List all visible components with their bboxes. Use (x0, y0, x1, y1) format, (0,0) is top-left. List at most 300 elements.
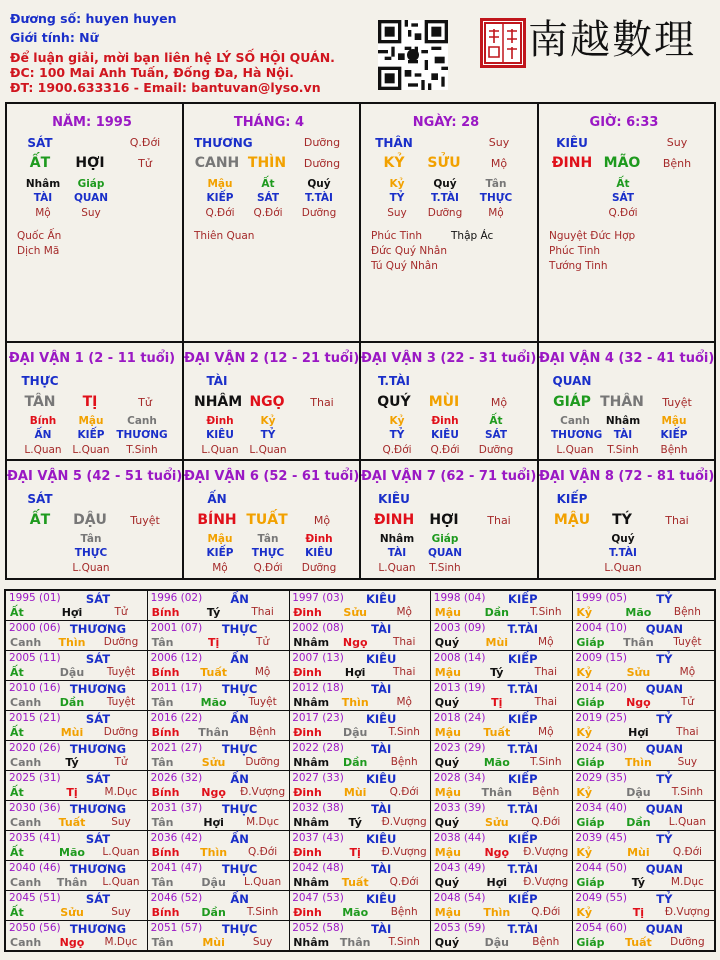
dai-van-stem: QUÝ (377, 394, 411, 410)
year-state: T.Sinh (530, 756, 562, 768)
year-cell (289, 891, 431, 921)
hidden-star: THƯƠNG (116, 429, 168, 441)
year-stem: Canh (10, 636, 42, 649)
year-star: THƯƠNG (69, 862, 127, 876)
year-state: Bệnh (532, 936, 560, 948)
year-state: Q.Đới (531, 816, 561, 828)
pillar-relation: Suy (488, 136, 510, 149)
shensha: Nguyệt Đức Hợp (549, 230, 636, 242)
year-branch: Mùi (343, 786, 367, 799)
year-branch: Mùi (60, 726, 84, 739)
year-cell (289, 771, 431, 801)
year-star: ẤN (230, 892, 249, 906)
year-star: ẤN (230, 592, 249, 606)
year-cell (572, 741, 714, 771)
year-label: 2041 (47) (150, 862, 203, 874)
year-label: 2024 (30) (575, 742, 628, 754)
year-label: 2029 (35) (575, 772, 628, 784)
dai-van-title: ĐẠI VẬN 6 (52 - 61 tuổi) (184, 469, 360, 484)
year-cell (289, 741, 431, 771)
shensha: Quốc Ấn (17, 230, 62, 242)
year-stem: Đinh (293, 666, 322, 679)
year-branch: Mão (59, 846, 85, 859)
dai-van-2 (184, 341, 360, 457)
year-state: Suy (252, 936, 273, 948)
hidden-stem: Mậu (207, 178, 233, 190)
year-label: 2028 (34) (433, 772, 486, 784)
hidden-stem: Tân (485, 178, 507, 190)
hidden-state: T.Sinh (126, 444, 158, 456)
year-label: 2019 (25) (575, 712, 628, 724)
year-state: Thai (676, 726, 699, 738)
year-state: Bệnh (673, 606, 701, 618)
contact-notice: Để luận giải, mời bạn liên hệ LÝ SỐ HỘI QUÁN. (10, 50, 335, 65)
pillar-state: Mộ (490, 157, 508, 170)
dai-van-star: T.TÀI (378, 374, 410, 388)
hidden-state: Q.Đới (205, 207, 235, 219)
year-cell (431, 831, 573, 861)
year-state: Mộ (538, 726, 554, 738)
hidden-star: SÁT (611, 192, 635, 204)
qr-code-icon (378, 20, 448, 90)
year-branch: Thìn (624, 756, 652, 769)
year-star: TÀI (371, 862, 392, 876)
hidden-star: QUAN (427, 547, 463, 559)
year-state: T.Sinh (530, 606, 562, 618)
year-stem: Nhâm (293, 696, 330, 709)
year-branch: Mùi (627, 846, 650, 859)
hidden-state: L.Quan (378, 562, 416, 574)
year-stem: Quý (434, 696, 460, 709)
year-cell (148, 591, 290, 621)
year-state: Đ.Vượng (523, 876, 569, 888)
year-cell (148, 741, 290, 771)
dai-van-star: KIẾP (556, 492, 588, 506)
year-state: Thai (534, 666, 557, 678)
dai-van-stem: ĐINH (373, 512, 415, 528)
hidden-state: Dưỡng (301, 207, 337, 219)
year-state: Tuyệt (106, 666, 136, 678)
year-label: 2044 (50) (575, 862, 628, 874)
pillar-title: GIỜ: 6:33 (589, 115, 659, 130)
year-label: 2053 (59) (433, 922, 486, 934)
pillar-state: Tử (138, 157, 152, 170)
dai-van-title: ĐẠI VẬN 3 (22 - 31 tuổi) (361, 351, 537, 366)
year-label: 2030 (36) (9, 802, 61, 814)
year-star: T.TÀI (507, 862, 539, 876)
year-stem: Tân (151, 936, 174, 949)
year-stem: Ất (10, 666, 24, 679)
year-star: ẤN (230, 772, 249, 786)
dai-van-title: ĐẠI VẬN 4 (32 - 41 tuổi) (539, 351, 715, 366)
year-branch: Ngọ (484, 846, 510, 859)
year-star: TỶ (656, 832, 673, 846)
pillar-title: NĂM: 1995 (52, 115, 132, 130)
year-state: Suy (111, 816, 131, 828)
hidden-stem: Ất (616, 178, 630, 190)
hidden-stem: Nhâm (25, 178, 61, 190)
year-star: TỶ (656, 892, 673, 906)
dai-van-8 (539, 459, 715, 575)
hidden-stem: Ất (489, 415, 503, 427)
pillar-star: THÂN (375, 136, 413, 150)
year-state: M.Dục (246, 816, 280, 828)
year-state: Đ.Vượng (381, 846, 427, 858)
year-label: 2007 (13) (292, 652, 344, 664)
hidden-star: T.TÀI (609, 547, 637, 559)
year-state: M.Dục (670, 876, 704, 888)
year-label: 2032 (38) (292, 802, 344, 814)
year-cell (6, 741, 148, 771)
year-label: 2014 (20) (575, 682, 628, 694)
hidden-star: KIẾP (206, 547, 234, 559)
year-label: 2035 (41) (9, 832, 61, 844)
year-branch: Tuất (624, 936, 652, 949)
dai-van-star: SÁT (27, 492, 53, 506)
year-star: THƯƠNG (69, 922, 127, 936)
dai-van-branch: TUẤT (246, 512, 288, 528)
year-star: KIÊU (365, 772, 397, 786)
year-cell (431, 771, 573, 801)
hidden-state: Suy (387, 207, 407, 219)
year-branch: Tý (348, 816, 362, 829)
year-branch: Dậu (59, 666, 85, 679)
hidden-stem: Bính (29, 415, 57, 427)
logo-title: 南越數理 (528, 17, 696, 63)
dai-van-state: Thai (487, 514, 511, 527)
year-branch: Tý (490, 666, 504, 679)
year-cell (289, 681, 431, 711)
hidden-star: TÀI (613, 429, 633, 441)
year-stem: Kỷ (576, 726, 593, 739)
hidden-state: Mộ (35, 207, 51, 219)
year-label: 2050 (56) (9, 922, 61, 934)
year-branch: Tị (349, 846, 361, 859)
year-branch: Thìn (58, 636, 86, 649)
year-star: THỰC (221, 742, 258, 756)
dai-van-1 (7, 341, 177, 457)
year-stem: Đinh (293, 906, 322, 919)
hidden-state: T.Sinh (429, 562, 461, 574)
hidden-stem: Mậu (78, 415, 104, 427)
year-cell (572, 681, 714, 711)
hidden-state: L.Quan (201, 444, 239, 456)
year-state: T.Sinh (671, 786, 704, 798)
year-state: Đ.Vượng (381, 816, 427, 828)
year-branch: Tý (206, 606, 221, 619)
hidden-star: THƯƠNG (551, 429, 603, 441)
year-star: THƯƠNG (69, 682, 127, 696)
dai-van-5 (7, 459, 183, 575)
gender: Giới tính: Nữ (10, 30, 99, 45)
year-cell (148, 921, 290, 951)
shensha: Dịch Mã (17, 245, 60, 257)
year-state: T.Sinh (388, 936, 420, 948)
year-stem: Quý (434, 756, 460, 769)
year-state: Bệnh (532, 786, 560, 798)
pillar-relation: Q.Đới (129, 136, 161, 149)
year-star: QUAN (645, 622, 684, 636)
pillar-star: KIÊU (556, 136, 588, 150)
year-label: 2017 (23) (292, 712, 344, 724)
year-stem: Mậu (434, 606, 461, 619)
year-label: 2051 (57) (150, 922, 203, 934)
year-cell (431, 921, 573, 951)
year-state: Thai (251, 606, 274, 618)
year-label: 2039 (45) (575, 832, 628, 844)
year-branch: Dậu (201, 876, 226, 889)
dai-van-title: ĐẠI VẬN 5 (42 - 51 tuổi) (7, 469, 183, 484)
year-star: KIÊU (365, 892, 397, 906)
year-star: KIÊU (365, 592, 397, 606)
year-branch: Dần (626, 816, 651, 829)
year-label: 2020 (26) (9, 742, 61, 754)
dai-van-stem: ẤT (29, 512, 51, 528)
year-label: 2054 (60) (575, 922, 628, 934)
hidden-state: Mộ (212, 562, 228, 574)
year-cell (6, 801, 148, 831)
pillar-0 (7, 104, 177, 339)
hidden-star: KIÊU (206, 429, 234, 441)
year-star: T.TÀI (507, 742, 539, 756)
year-stem: Giáp (576, 636, 605, 649)
year-label: 2003 (09) (433, 622, 486, 634)
year-label: 2026 (32) (150, 772, 203, 784)
hidden-state: L.Quan (249, 444, 287, 456)
year-stem: Giáp (576, 756, 605, 769)
year-cell (6, 771, 148, 801)
year-star: THỰC (221, 682, 258, 696)
year-branch: Tị (632, 906, 645, 919)
year-stem: Tân (151, 636, 174, 649)
year-label: 2018 (24) (433, 712, 486, 724)
dai-van-stem: NHÂM (194, 394, 243, 410)
hidden-state: Dưỡng (427, 207, 463, 219)
year-state: Dưỡng (103, 636, 139, 648)
year-label: 2011 (17) (150, 682, 203, 694)
year-branch: Thân (623, 636, 654, 649)
year-star: THƯƠNG (69, 742, 127, 756)
dai-van-branch: TÝ (612, 512, 632, 528)
year-label: 2004 (10) (575, 622, 628, 634)
dai-van-branch: THÂN (600, 394, 644, 410)
year-state: Tử (256, 636, 270, 648)
hidden-star: KIẾP (206, 192, 234, 204)
pillar-star: SÁT (27, 136, 53, 150)
hidden-state: Q.Đới (382, 444, 412, 456)
year-star: SÁT (85, 772, 111, 786)
year-star: TÀI (371, 802, 392, 816)
year-state: L.Quan (102, 846, 140, 858)
year-label: 2040 (46) (9, 862, 61, 874)
year-cell (572, 921, 714, 951)
year-branch: Ngọ (342, 636, 368, 649)
shensha: Phúc Tinh (549, 245, 601, 257)
year-label: 1999 (05) (575, 592, 628, 604)
year-stem: Bính (151, 666, 180, 679)
year-cell (148, 801, 290, 831)
year-star: TỶ (656, 772, 673, 786)
hidden-state: L.Quan (604, 562, 642, 574)
shensha: Phúc Tinh (371, 230, 423, 242)
hidden-star: TÀI (33, 192, 53, 204)
year-state: Dưỡng (103, 726, 139, 738)
year-cell (6, 711, 148, 741)
hidden-stem: Quý (611, 533, 635, 545)
year-cell (289, 801, 431, 831)
year-star: SÁT (85, 652, 111, 666)
hidden-star: T.TÀI (431, 192, 459, 204)
year-label: 2012 (18) (292, 682, 344, 694)
year-star: SÁT (85, 712, 111, 726)
year-label: 2006 (12) (150, 652, 203, 664)
year-star: KIÊU (365, 832, 397, 846)
pillar-state: Dưỡng (303, 157, 341, 170)
year-stem: Mậu (434, 846, 461, 859)
year-cell (148, 681, 290, 711)
year-star: TỶ (656, 592, 673, 606)
year-state: T.Sinh (246, 906, 279, 918)
year-stem: Canh (10, 696, 42, 709)
year-state: Q.Đới (389, 786, 419, 798)
year-cell (572, 711, 714, 741)
year-branch: Ngọ (626, 696, 651, 709)
hidden-state: Bệnh (660, 444, 688, 456)
year-star: THỰC (221, 922, 258, 936)
year-stem: Tân (151, 696, 174, 709)
year-branch: Thìn (200, 846, 228, 859)
year-stem: Đinh (293, 846, 322, 859)
year-stem: Kỷ (576, 846, 593, 859)
hidden-star: QUAN (73, 192, 109, 204)
dai-van-stem: MẬU (553, 512, 591, 528)
year-state: L.Quan (243, 876, 282, 888)
year-branch: Mùi (202, 936, 225, 949)
year-label: 1998 (04) (433, 592, 486, 604)
pillar-stem: KỶ (383, 155, 405, 171)
year-state: Tuyệt (248, 696, 277, 708)
year-cell (289, 831, 431, 861)
year-branch: Tị (66, 786, 78, 799)
year-state: Mộ (538, 636, 554, 648)
year-stem: Quý (434, 936, 460, 949)
year-star: THỰC (221, 622, 258, 636)
year-cell (431, 621, 573, 651)
year-star: TỶ (656, 712, 673, 726)
year-label: 2009 (15) (575, 652, 628, 664)
dai-van-star: KIÊU (378, 492, 410, 506)
year-cell (148, 651, 290, 681)
dai-van-star: THỰC (21, 374, 59, 388)
year-stem: Đinh (293, 726, 322, 739)
year-cell (6, 621, 148, 651)
year-branch: Sửu (201, 756, 226, 769)
year-label: 2016 (22) (150, 712, 203, 724)
hidden-star: KIẾP (77, 429, 105, 441)
year-cell (572, 651, 714, 681)
shensha: Tú Quý Nhân (371, 260, 438, 272)
year-branch: Thìn (483, 906, 511, 919)
year-star: TÀI (371, 922, 392, 936)
year-branch: Dần (59, 696, 85, 709)
year-stem: Bính (151, 906, 180, 919)
hidden-star: TỶ (389, 192, 405, 204)
year-stem: Tân (151, 816, 174, 829)
year-star: KIẾP (508, 592, 538, 606)
hidden-stem: Ất (261, 178, 275, 190)
hidden-state: L.Quan (556, 444, 594, 456)
year-branch: Mùi (485, 636, 509, 649)
year-branch: Tị (491, 696, 503, 709)
year-stem: Quý (434, 876, 460, 889)
year-state: Tuyệt (106, 696, 136, 708)
year-label: 2023 (29) (433, 742, 486, 754)
year-cell (572, 861, 714, 891)
hidden-stem: Mậu (207, 533, 233, 545)
year-branch: Thìn (341, 696, 369, 709)
year-label: 2000 (06) (9, 622, 61, 634)
dai-van-branch: TỊ (82, 394, 98, 410)
year-branch: Dần (201, 906, 226, 919)
year-cell (572, 831, 714, 861)
year-stem: Giáp (576, 876, 605, 889)
year-label: 2025 (31) (9, 772, 61, 784)
hidden-stem: Canh (560, 415, 590, 427)
hidden-state: L.Quan (72, 444, 110, 456)
hidden-stem: Nhâm (379, 533, 415, 545)
year-stem: Nhâm (293, 816, 330, 829)
hidden-star: SÁT (484, 429, 508, 441)
hidden-star: TÀI (387, 547, 407, 559)
dai-van-6 (184, 459, 360, 575)
hidden-stem: Canh (127, 415, 157, 427)
year-state: Q.Đới (389, 876, 419, 888)
year-stem: Ất (10, 906, 24, 919)
pillar-3 (539, 104, 709, 339)
year-star: ẤN (230, 832, 249, 846)
dai-van-title: ĐẠI VẬN 8 (72 - 81 tuổi) (539, 469, 715, 484)
year-star: SÁT (85, 592, 111, 606)
hidden-star: ẤN (34, 429, 52, 441)
year-state: Bệnh (390, 906, 418, 918)
year-stem: Kỷ (576, 666, 593, 679)
dai-van-state: Mộ (490, 396, 508, 409)
year-branch: Tý (65, 756, 79, 769)
year-cell (289, 591, 431, 621)
year-cell (148, 831, 290, 861)
dai-van-state: Thai (665, 514, 689, 527)
year-stem: Tân (151, 756, 174, 769)
hidden-stem: Quý (307, 178, 331, 190)
year-state: Bệnh (390, 756, 418, 768)
annual-table (4, 589, 716, 952)
hidden-state: Mộ (488, 207, 504, 219)
hidden-star: KIÊU (305, 547, 333, 559)
year-star: TÀI (371, 682, 392, 696)
year-star: KIÊU (365, 712, 397, 726)
year-star: T.TÀI (507, 922, 539, 936)
year-star: TÀI (371, 622, 392, 636)
year-state: Mộ (254, 666, 271, 678)
year-star: QUAN (645, 742, 684, 756)
year-cell (148, 621, 290, 651)
year-state: Thai (392, 666, 416, 678)
year-branch: Dậu (626, 786, 651, 799)
year-label: 2022 (28) (292, 742, 344, 754)
year-stem: Đinh (293, 606, 322, 619)
contact-phone-email: ĐT: 1900.633316 - Email: bantuvan@lyso.vn (10, 80, 321, 95)
dai-van-title: ĐẠI VẬN 1 (2 - 11 tuổi) (8, 351, 176, 366)
